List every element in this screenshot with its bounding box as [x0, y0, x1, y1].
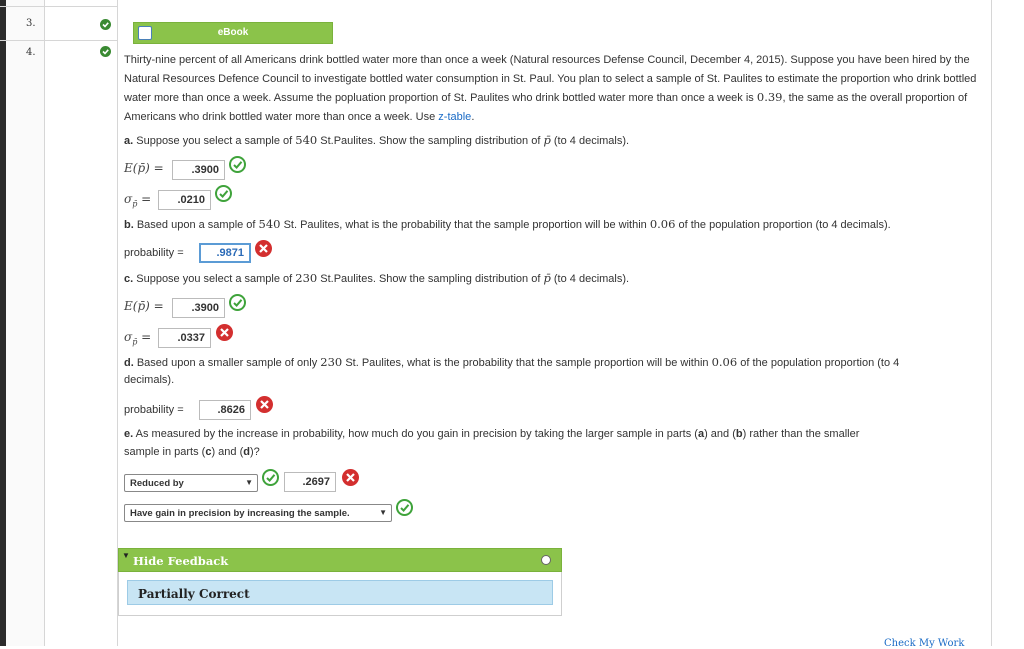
- proportion-value: 0.39: [756, 90, 783, 104]
- problem-intro: Thirty-nine percent of all Americans drink bottled water more than once a week (Natural resources Defense Council, December 4, 2015). Suppose you have been hired by the Natural Resources Defence Council to investigate bottled water consumption in St. Paul. You plan to select a sample of St. Paulites to estimate the proportion who drink bottled water more than once a week. Assume the popluation proportion of St. Paulites who drink bottled water more than once a week is: [124, 54, 977, 104]
- part-text: Based upon a sample of: [136, 219, 256, 231]
- correct-check-icon: [396, 499, 413, 516]
- incorrect-x-icon: [256, 396, 273, 413]
- expected-value-label: E(p̄) =: [124, 299, 164, 313]
- part-note: (to 4 decimals).: [553, 135, 630, 147]
- select-value: Reduced by: [130, 478, 184, 489]
- question-number-3[interactable]: 3.: [26, 18, 36, 29]
- part-text: St. Paulites, what is the probability that the sample proportion will be within: [283, 219, 647, 231]
- margin-value: 0.06: [649, 217, 676, 231]
- part-e-text-wrap: [124, 446, 260, 458]
- ebook-button[interactable]: [133, 22, 333, 44]
- correct-check-icon: [215, 185, 232, 202]
- std-error-label: $\sigma_{p̄}$ =: [124, 330, 152, 347]
- part-ref: b: [735, 428, 743, 440]
- sample-size: 540: [258, 217, 281, 231]
- part-a-text: [124, 133, 629, 147]
- part-d-probability-input[interactable]: .8626: [199, 400, 251, 420]
- correct-check-icon: [262, 469, 279, 486]
- check-my-work-link[interactable]: Check My Work: [884, 638, 965, 649]
- part-label: b.: [124, 219, 134, 231]
- feedback-status-icon: [541, 555, 551, 565]
- period: .: [471, 110, 475, 123]
- row-divider: [0, 6, 117, 7]
- part-text: St.Paulites. Show the sampling distribution of: [320, 135, 541, 147]
- pbar-symbol: p̄: [543, 271, 551, 285]
- part-label: e.: [124, 428, 134, 440]
- complete-check-icon: [100, 46, 111, 57]
- part-text: St.Paulites. Show the sampling distribution of: [320, 273, 541, 285]
- part-d-text-wrap: decimals).: [124, 374, 175, 386]
- part-e-value-input[interactable]: .2697: [284, 472, 336, 492]
- nav-divider: [44, 0, 45, 646]
- probability-label: probability =: [124, 247, 184, 259]
- ebook-label: eBook: [217, 27, 249, 38]
- expected-value-label: E(p̄) =: [124, 161, 164, 175]
- part-text: sample in parts (: [124, 446, 206, 458]
- hide-feedback-toggle[interactable]: [118, 548, 562, 572]
- part-ref: d: [243, 446, 250, 458]
- feedback-status-box: [127, 580, 553, 605]
- part-text: Suppose you select a sample of: [136, 135, 293, 147]
- pbar-symbol: p̄: [543, 133, 551, 147]
- chevron-down-icon: ▼: [379, 508, 387, 517]
- part-a-sd-input[interactable]: .0210: [158, 190, 211, 210]
- right-divider: [991, 0, 992, 646]
- select-value: Have gain in precision by increasing the sample.: [130, 508, 350, 519]
- part-label: a.: [124, 135, 134, 147]
- part-c-mean-input[interactable]: .3900: [172, 298, 225, 318]
- part-note: (to 4 decimals).: [553, 273, 630, 285]
- row-divider: [0, 40, 117, 41]
- problem-intro-tail: , the same as the overall proportion of Americans who drink bottled water more than once a week. Use: [124, 92, 968, 123]
- part-text: Suppose you select a sample of: [136, 273, 293, 285]
- probability-label: probability =: [124, 404, 184, 416]
- part-text: ) rather than the smaller: [742, 428, 860, 440]
- complete-check-icon: [100, 19, 111, 30]
- std-error-label: $\sigma_{p̄}$ =: [124, 192, 152, 209]
- incorrect-x-icon: [216, 324, 233, 341]
- incorrect-x-icon: [255, 240, 272, 257]
- part-ref: c: [205, 446, 212, 458]
- sample-size: 230: [295, 271, 318, 285]
- chevron-down-icon: ▼: [245, 478, 253, 487]
- part-c-sd-input[interactable]: .0337: [158, 328, 211, 348]
- part-label: c.: [124, 273, 134, 285]
- problem-text: [124, 51, 984, 126]
- z-table-link[interactable]: z-table: [438, 110, 472, 123]
- part-d-text: [124, 355, 899, 369]
- part-e-text: [124, 428, 859, 440]
- question-number-4[interactable]: 4.: [26, 47, 36, 58]
- sample-size: 540: [295, 133, 318, 147]
- part-label: d.: [124, 357, 134, 369]
- part-text: )?: [249, 446, 260, 458]
- margin-value: 0.06: [711, 355, 738, 369]
- precision-gain-select[interactable]: [124, 504, 392, 522]
- feedback-panel: [118, 572, 562, 616]
- sample-size: 230: [320, 355, 343, 369]
- incorrect-x-icon: [342, 469, 359, 486]
- part-ref: a: [697, 428, 705, 440]
- part-text: of the population proportion (to 4 decimals).: [678, 219, 891, 231]
- part-c-text: [124, 271, 629, 285]
- part-text: ) and (: [211, 446, 244, 458]
- triangle-down-icon: ▼: [122, 551, 130, 560]
- precision-direction-select[interactable]: [124, 474, 258, 492]
- feedback-toggle-label: Hide Feedback: [133, 554, 229, 568]
- correct-check-icon: [229, 156, 246, 173]
- part-text: St. Paulites, what is the probability that the sample proportion will be within: [345, 357, 709, 369]
- correct-check-icon: [229, 294, 246, 311]
- feedback-status-text: Partially Correct: [138, 587, 250, 601]
- part-text: As measured by the increase in probability, how much do you gain in precision by taking the larger sample in parts (: [135, 428, 698, 440]
- part-b-probability-input[interactable]: .9871: [199, 243, 251, 263]
- part-a-mean-input[interactable]: .3900: [172, 160, 225, 180]
- part-text: ) and (: [704, 428, 736, 440]
- question-nav-column: [6, 0, 44, 646]
- part-text: of the population proportion (to 4: [740, 357, 900, 369]
- part-b-text: [124, 217, 891, 231]
- part-text: Based upon a smaller sample of only: [136, 357, 318, 369]
